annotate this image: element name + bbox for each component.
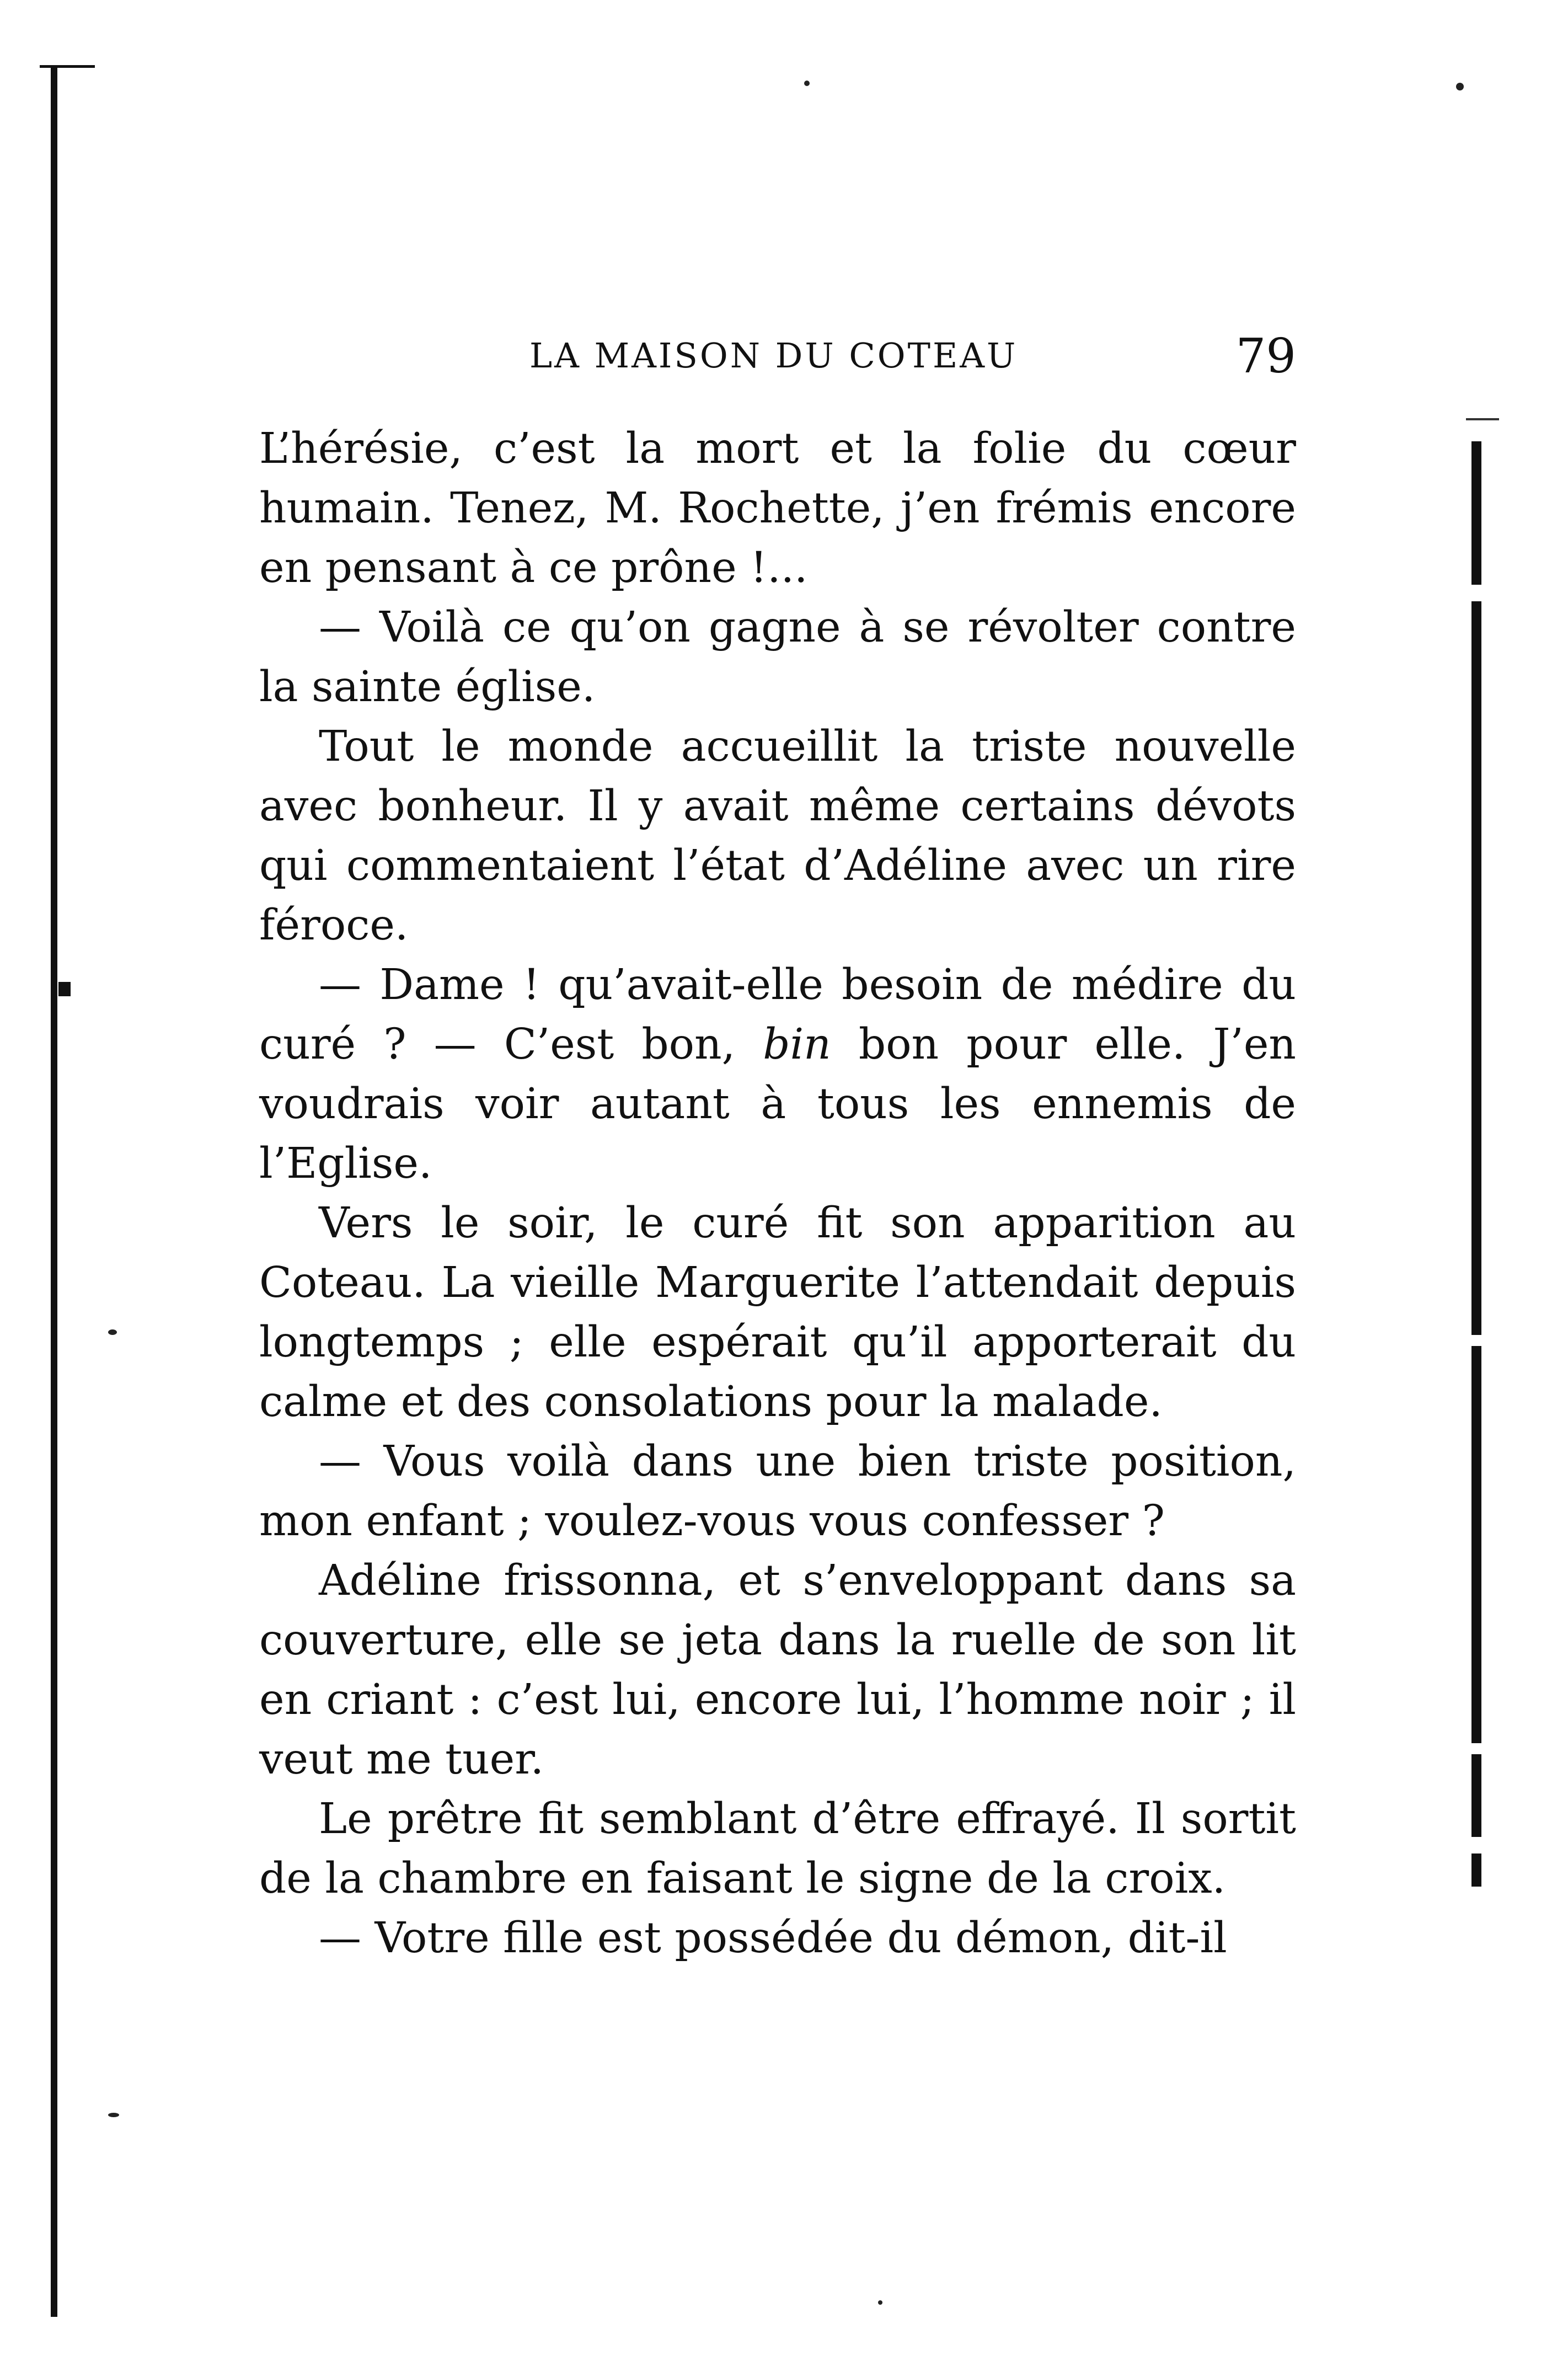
paragraph <box>259 1432 1296 1551</box>
paragraph <box>259 598 1296 717</box>
italic-word: bin <box>763 1020 831 1069</box>
scan-speck <box>1456 83 1464 90</box>
right-scan-edge <box>1471 441 1481 585</box>
page-number: 79 <box>1235 329 1296 384</box>
scan-speck <box>878 2300 882 2305</box>
right-edge-tick <box>1466 418 1499 420</box>
scan-speck <box>108 1329 117 1335</box>
paragraph <box>259 419 1296 598</box>
paragraph <box>259 717 1296 955</box>
paragraph <box>259 1790 1296 1909</box>
paragraph-text: bon pour elle. J’en voudrais voir autant à tous les ennemis de l’Eglise. <box>259 1020 1297 1188</box>
paragraph-text: Tout le monde accueillit la triste nouvelle avec bonheur. Il y avait même certains dévots qui commentaient l’état d’Adéline avec un rire féroce. <box>259 722 1296 950</box>
paragraph-text: L’hérésie, c’est la mort et la folie du cœur humain. Tenez, M. Rochette, j’en frémis encore en pensant à ce prône !... <box>259 424 1296 592</box>
right-scan-edge <box>1471 1754 1481 1837</box>
right-scan-edge <box>1471 601 1481 1335</box>
paragraph-text: — Vous voilà dans une bien triste position, mon enfant ; voulez-vous vous confesser ? <box>259 1437 1296 1546</box>
right-scan-edge <box>1471 1853 1481 1887</box>
running-title: LA MAISON DU COTEAU <box>529 335 1018 376</box>
paragraph <box>259 1909 1296 1968</box>
left-binding-edge <box>51 66 57 2317</box>
paragraph-text: Le prêtre fit semblant d’être effrayé. Il sortit de la chambre en faisant le signe de la croix. <box>259 1794 1296 1903</box>
scan-speck <box>108 2113 119 2117</box>
paragraph <box>259 955 1296 1194</box>
paragraph <box>259 1551 1296 1790</box>
paragraph-text: — Dame ! qu’avait-elle besoin de médire du curé ? — C’est bon, <box>259 960 1296 1069</box>
body-text <box>259 419 1296 1968</box>
top-corner-mark <box>40 65 95 68</box>
paragraph-text: — Votre fille est possédée du démon, dit-il <box>319 1914 1227 1963</box>
paragraph-text: — Voilà ce qu’on gagne à se révolter contre la sainte église. <box>259 603 1296 712</box>
paragraph-text: Adéline frissonna, et s’enveloppant dans sa couverture, elle se jeta dans la ruelle de son lit en criant : c’est lui, encore lui, l’homme noir ; il veut me tuer. <box>259 1556 1296 1784</box>
gutter-mark <box>58 982 71 996</box>
running-head <box>259 329 1296 384</box>
scan-speck <box>804 81 810 86</box>
paragraph <box>259 1194 1296 1432</box>
paragraph-text: Vers le soir, le curé fit son apparition au Coteau. La vieille Marguerite l’attendait depuis longtemps ; elle espérait qu’il apporterait du calme et des consolations pour la malade. <box>259 1199 1296 1427</box>
right-scan-edge <box>1471 1346 1481 1743</box>
